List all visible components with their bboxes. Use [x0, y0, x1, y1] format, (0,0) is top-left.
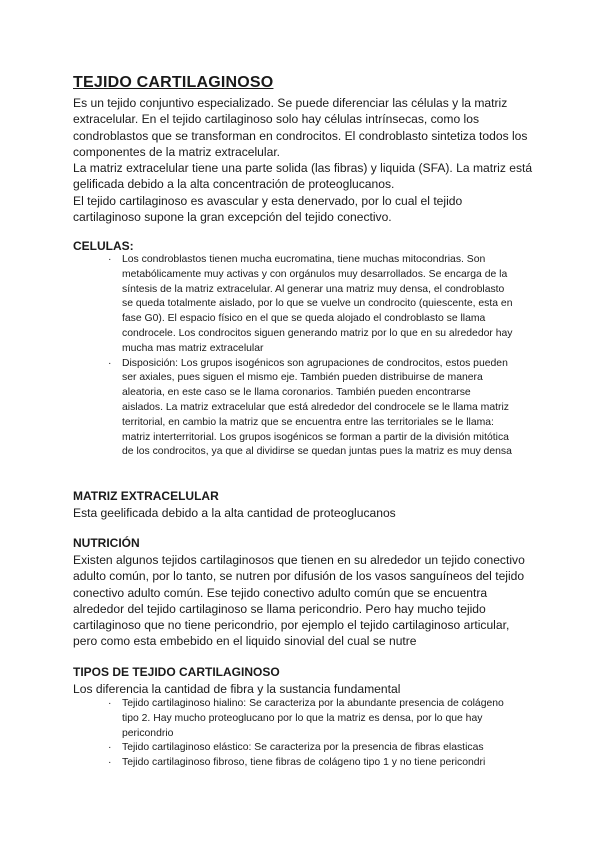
celulas-list — [108, 253, 513, 460]
list-item-text: Tejido cartilaginoso elástico: Se caracteriza por la presencia de fibras elasticas — [122, 742, 484, 754]
tipos-text: Los diferencia la cantidad de fibra y la sustancia fundamental — [73, 682, 401, 696]
list-item — [108, 697, 518, 741]
list-item — [108, 756, 518, 771]
list-item — [108, 741, 518, 756]
matriz-text: Esta geelificada debido a la alta cantidad de proteoglucanos — [73, 506, 396, 520]
list-item — [108, 357, 513, 461]
bullet-icon: · — [108, 357, 112, 369]
tipos-heading: TIPOS DE TEJIDO CARTILAGINOSO — [73, 665, 280, 679]
matriz-heading: MATRIZ EXTRACELULAR — [73, 489, 219, 503]
list-item — [108, 253, 513, 357]
list-item-text: Los condroblastos tienen mucha eucromatina, tiene muchas mitocondrias. Son metabólicamente muy activas y con orgánulos muy desarrollados. Se encarga de la síntesis de la matriz extracelular. Al generar una matriz muy densa, el condroblasto se queda totalmente aislado, por lo que se vuelve un condrocito (quiescente, esta en fase G0). El espacio físico en el que se queda alojado el condroblasto se llama condrocele. Los condrocitos siguen generando matriz por lo que en su alrededor hay mucha mas matriz extracelular — [122, 254, 513, 354]
intro-paragraph: La matriz extracelular tiene una parte solida (las fibras) y liquida (SFA). La matriz está gelificada debido a la alta concentración de proteoglucanos. — [73, 161, 533, 192]
intro-paragraph: Es un tejido conjuntivo especializado. Se puede diferenciar las células y la matriz extracelular. En el tejido cartilaginoso solo hay células intrínsecas, como los condroblastos que se transforman en condrocitos. El condroblasto sintetiza todos los componentes de la matriz extracelular. — [73, 96, 528, 159]
bullet-icon: · — [108, 757, 112, 769]
nutricion-text: Existen algunos tejidos cartilaginosos que tienen en su alrededor un tejido conectivo adulto común, por lo tanto, se nutren por difusión de los vasos sanguíneos del tejido conectivo adulto común. Ese tejido conectivo adulto común que se encuentra alrededor del tejido cartilaginoso se llama pericondrio. Pero hay mucho tejido cartilaginoso que no tiene pericondrio, por ejemplo el tejido cartilaginoso articular, pero como esta embebido en el liquido sinovial del cual se nutre — [73, 553, 525, 649]
tipos-list — [108, 697, 518, 771]
intro-paragraph: El tejido cartilaginoso es avascular y esta denervado, por lo cual el tejido cartilaginoso supone la gran excepción del tejido conectivo. — [73, 193, 463, 225]
intro-section — [73, 95, 533, 225]
bullet-icon: · — [108, 698, 112, 709]
nutricion-heading: NUTRICIÓN — [73, 536, 140, 550]
list-item-text: Tejido cartilaginoso fibroso, tiene fibras de colágeno tipo 1 y no tiene pericondri — [122, 757, 486, 769]
bullet-icon: · — [108, 254, 112, 265]
document-title: TEJIDO CARTILAGINOSO — [73, 74, 274, 91]
celulas-heading: CELULAS: — [73, 239, 134, 253]
list-item-text: Tejido cartilaginoso hialino: Se caracteriza por la abundante presencia de colágeno tipo 2. Hay mucho proteoglucano por lo que la matriz es densa, por lo que hay pericondrio — [122, 698, 504, 739]
bullet-icon: · — [108, 742, 112, 754]
list-item-text: Disposición: Los grupos isogénicos son agrupaciones de condrocitos, estos pueden ser axiales, pues siguen el mismo eje. También pueden distribuirse de manera aleatoria, en este caso se le llama coronarios. También pueden encontrarse aislados. La matriz extracelular que está alrededor del condrocele se le llama matriz territorial, en cambio la matriz que se encuentra entre las territoriales se le llama: matriz interterritorial. Los grupos isogénicos se forman a partir de la división mitótica de los condrocitos, ya que al dividirse se quedan juntas pues la matriz es muy densa — [122, 357, 512, 458]
